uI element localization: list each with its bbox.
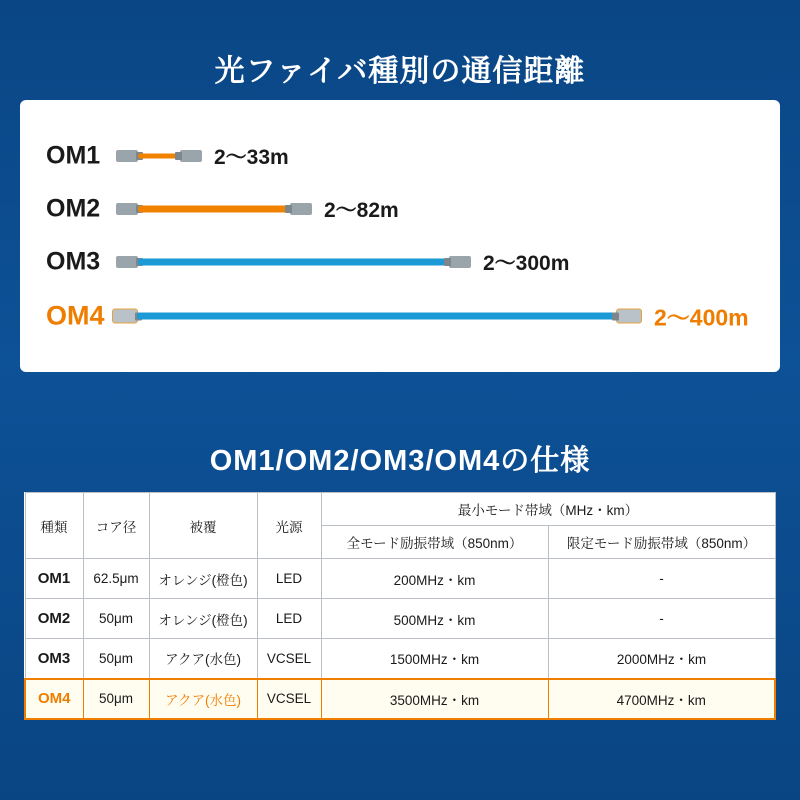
cell-full-mode: 500MHz・km: [321, 599, 548, 639]
table-row: [25, 599, 775, 639]
header-light-source: 光源: [257, 493, 321, 559]
spec-table: [24, 492, 776, 720]
spec-table-wrapper: [24, 492, 776, 720]
cell-core: 62.5μm: [83, 559, 149, 599]
cable-row-om3: [20, 236, 780, 288]
cell-type: OM2: [25, 599, 83, 639]
table-row-highlighted: [25, 679, 775, 719]
cell-core: 50μm: [83, 639, 149, 679]
distance-card: [20, 100, 780, 372]
cell-type: OM1: [25, 559, 83, 599]
table-header-row-1: [25, 493, 775, 526]
cable-row-om1: [20, 130, 780, 182]
cable-graphic-om2: [116, 199, 312, 219]
cell-core: 50μm: [83, 679, 149, 719]
cell-coating: オレンジ(橙色): [149, 559, 257, 599]
cell-full-mode: 1500MHz・km: [321, 639, 548, 679]
connector-right-icon: [180, 150, 202, 162]
cell-coating: アクア(水色): [149, 639, 257, 679]
cable-label-om3: OM3: [46, 247, 101, 276]
cell-light-source: VCSEL: [257, 639, 321, 679]
connector-right-icon: [616, 309, 642, 324]
cell-light-source: VCSEL: [257, 679, 321, 719]
cable-label-om4: OM4: [46, 300, 105, 331]
connector-left-icon: [112, 309, 138, 324]
connector-right-icon: [290, 203, 312, 215]
fiber-wire: [138, 259, 447, 266]
table-row: [25, 639, 775, 679]
cable-label-om1: OM1: [46, 141, 101, 170]
cell-limited-mode: -: [548, 599, 775, 639]
header-limited-mode: 限定モード励振帯域（850nm）: [548, 526, 775, 559]
connector-left-icon: [116, 150, 138, 162]
fiber-wire: [137, 313, 615, 320]
header-coating: 被覆: [149, 493, 257, 559]
spec-section-title: OM1/OM2/OM3/OM4の仕様: [209, 445, 591, 477]
table-row: [25, 559, 775, 599]
cell-limited-mode: 2000MHz・km: [548, 639, 775, 679]
cell-type: OM4: [25, 679, 83, 719]
cell-type: OM3: [25, 639, 83, 679]
cell-coating: アクア(水色): [149, 679, 257, 719]
spec-section: [0, 400, 800, 800]
cable-graphic-om3: [116, 252, 471, 272]
cable-graphic-om1: [116, 146, 202, 166]
header-core: コア径: [83, 493, 149, 559]
connector-left-icon: [116, 256, 138, 268]
header-full-mode: 全モード励振帯域（850nm）: [321, 526, 548, 559]
distance-value-om1: 2～33m: [214, 146, 289, 169]
cell-limited-mode: 4700MHz・km: [548, 679, 775, 719]
spec-table-head: [25, 493, 775, 559]
distance-value-om4: 2～400m: [654, 304, 749, 331]
distance-value-om3: 2～300m: [483, 252, 570, 275]
cable-row-om4: [20, 290, 780, 342]
spec-table-body: [25, 559, 775, 719]
header-type: 種類: [25, 493, 83, 559]
cell-full-mode: 200MHz・km: [321, 559, 548, 599]
connector-left-icon: [116, 203, 138, 215]
cell-light-source: LED: [257, 599, 321, 639]
header-bandwidth-group: 最小モード帯域（MHz・km）: [321, 493, 775, 526]
fiber-wire: [138, 206, 290, 213]
cell-coating: オレンジ(橙色): [149, 599, 257, 639]
fiber-wire: [138, 154, 180, 159]
cable-row-om2: [20, 183, 780, 235]
distance-section-title: 光ファイバ種別の通信距離: [214, 55, 586, 88]
cell-light-source: LED: [257, 559, 321, 599]
cell-full-mode: 3500MHz・km: [321, 679, 548, 719]
cell-limited-mode: -: [548, 559, 775, 599]
cell-core: 50μm: [83, 599, 149, 639]
cable-label-om2: OM2: [46, 194, 101, 223]
distance-value-om2: 2～82m: [324, 199, 399, 222]
connector-right-icon: [449, 256, 471, 268]
cable-graphic-om4: [112, 306, 642, 326]
